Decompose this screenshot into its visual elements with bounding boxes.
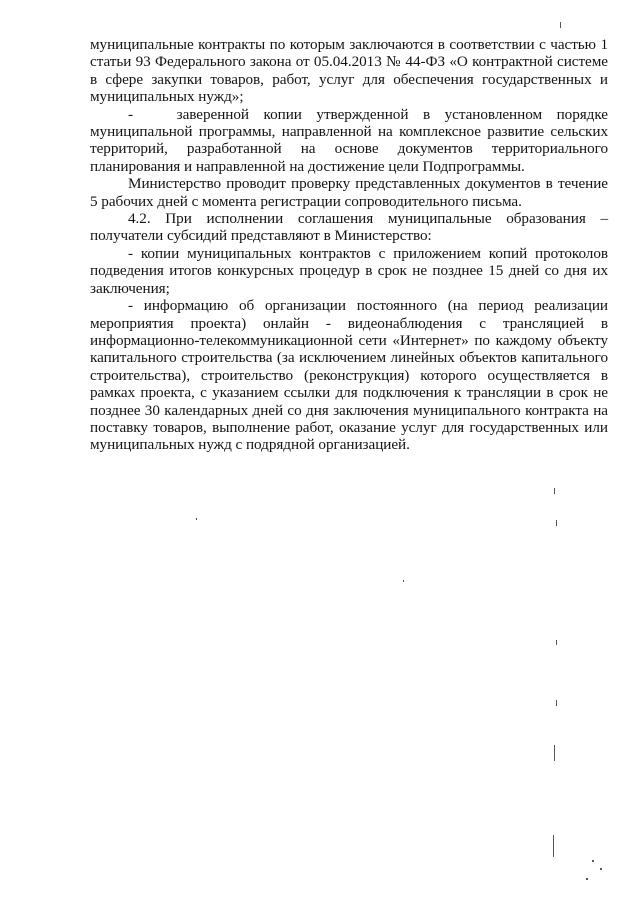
paragraph-program-copy: - заверенной копии утвержденной в установленном порядке муниципальной программы, направленной на комплексное развитие сельских территорий, разработанной на основе документов территориального планирования и направленной на достижение цели Подпрограммы. — [90, 105, 608, 175]
scan-speck — [556, 700, 557, 706]
paragraph-ministry-check: Министерство проводит проверку представленных документов в течение 5 рабочих дней с момента регистрации сопроводительного письма. — [90, 175, 608, 210]
scan-speck — [600, 868, 602, 870]
document-body — [90, 36, 608, 454]
scan-speck — [403, 580, 404, 582]
scan-speck — [553, 835, 554, 857]
scan-speck — [556, 520, 557, 526]
paragraph-section-4-2: 4.2. При исполнении соглашения муниципальные образования – получатели субсидий представляют в Министерство: — [90, 210, 608, 245]
paragraph-contract-copies: - копии муниципальных контрактов с приложением копий протоколов подведения итогов конкурсных процедур в срок не позднее 15 дней со дня их заключения; — [90, 244, 608, 297]
scan-speck — [554, 745, 555, 761]
scan-speck — [560, 22, 561, 28]
paragraph-video-surveillance: - информацию об организации постоянного (на период реализации мероприятия проекта) онлайн - видеонаблюдения с трансляцией в информационно-телекоммуникационной сети «Интернет» по каждому объекту капитального строительства (за исключением линейных объектов капитального строительства), строительство (реконструкция) которого осуществляется в рамках проекта, с указанием ссылки для подключения к трансляции в срок не позднее 30 календарных дней со дня заключения муниципального контракта на поставку товаров, выполнение работ, оказание услуг для государственных или муниципальных нужд с подрядной организацией. — [90, 297, 608, 454]
scan-speck — [586, 878, 588, 880]
scan-speck — [554, 488, 555, 494]
scan-speck — [196, 518, 197, 520]
paragraph-contracts-basis: муниципальные контракты по которым заключаются в соответствии с частью 1 статьи 93 Федерального закона от 05.04.2013 № 44-ФЗ «О контрактной системе в сфере закупки товаров, работ, услуг для обеспечения государственных и муниципальных нужд»; — [90, 36, 608, 106]
scan-speck — [556, 640, 557, 645]
scan-speck — [592, 860, 594, 862]
